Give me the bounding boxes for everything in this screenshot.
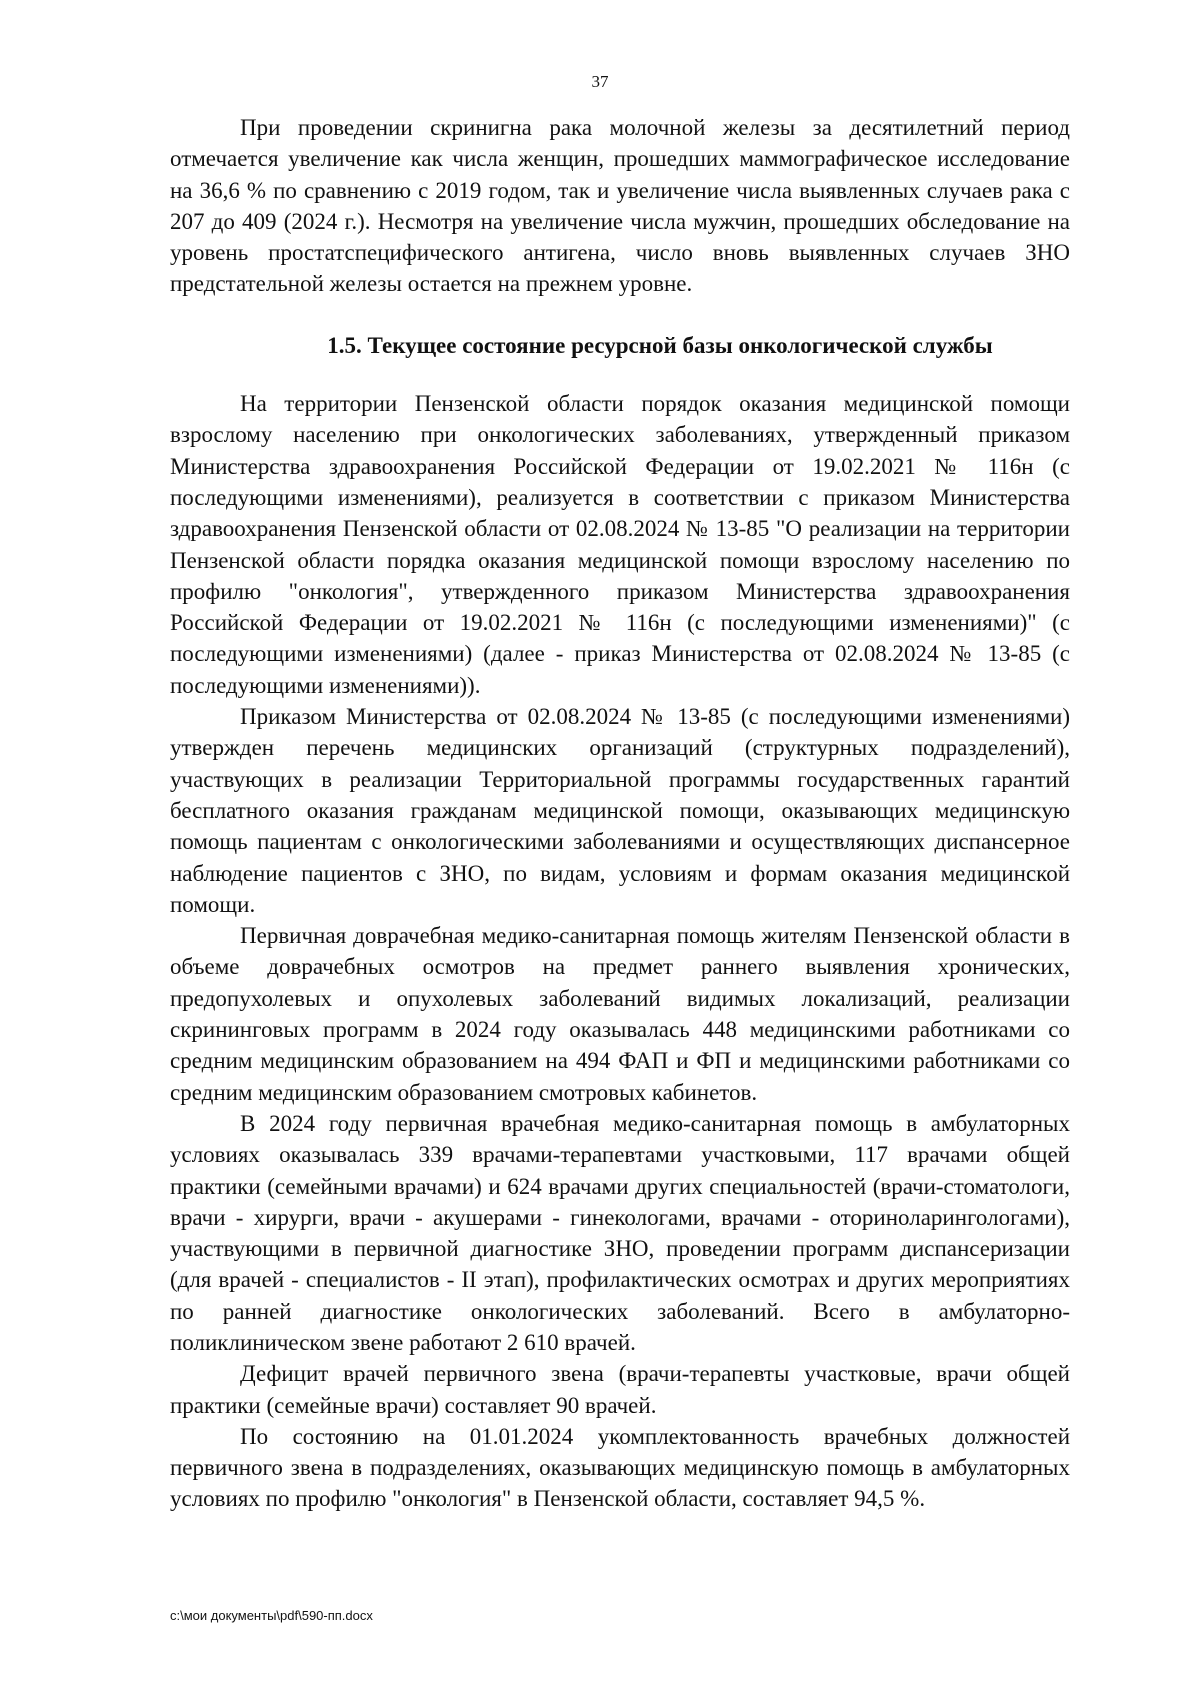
paragraph-doctor-deficit: Дефицит врачей первичного звена (врачи-терапевты участковые, врачи общей практики (семейные врачи) составляет 90 врачей.: [170, 1361, 1070, 1418]
section-heading: 1.5. Текущее состояние ресурсной базы онкологической службы: [327, 332, 993, 358]
paragraph-primary-care-2024: В 2024 году первичная врачебная медико-санитарная помощь в амбулаторных условиях оказывалась 339 врачами-терапевтами участковыми, 117 врачами общей практики (семейными врачами) и 624 врачами других специальностей (врачи-стоматологи, врачи - хирурги, врачи - акушерами - гинекологами, врачами - оториноларингологами), участвующими в первичной диагностике ЗНО, проведении программ диспансеризации (для врачей - специалистов - II этап), профилактических осмотрах и других мероприятиях по ранней диагностике онкологических заболеваний. Всего в амбулаторно-поликлиническом звене работают 2 610 врачей.: [170, 1110, 1070, 1355]
paragraph-staffing-level: По состоянию на 01.01.2024 укомплектованность врачебных должностей первичного звена в подразделениях, оказывающих медицинскую помощь в амбулаторных условиях по профилю "онкология" в Пензенской области, составляет 94,5 %.: [170, 1423, 1070, 1512]
paragraph-prehospital-care: Первичная доврачебная медико-санитарная помощь жителям Пензенской области в объеме доврачебных осмотров на предмет раннего выявления хронических, предопухолевых и опухолевых заболеваний видимых локализаций, реализации скрининговых программ в 2024 году оказывалась 448 медицинскими работниками со средним медицинским образованием на 494 ФАП и ФП и медицинскими работниками со средним медицинским образованием смотровых кабинетов.: [170, 923, 1070, 1105]
footer-file-path: c:\мои документы\pdf\590-пп.docx: [170, 1608, 373, 1623]
paragraph-order-list: Приказом Министерства от 02.08.2024 № 13-85 (с последующими изменениями) утвержден перечень медицинских организаций (структурных подразделений), участвующих в реализации Территориальной программы государственных гарантий бесплатного оказания гражданам медицинской помощи, оказывающих медицинскую помощь пациентам с онкологическими заболеваниями и осуществляющих диспансерное наблюдение пациентов с ЗНО, по видам, условиям и формам оказания медицинской помощи.: [170, 704, 1070, 917]
document-body: [170, 112, 1070, 1515]
paragraph-order-procedure: На территории Пензенской области порядок оказания медицинской помощи взрослому населению при онкологических заболеваниях, утвержденный приказом Министерства здравоохранения Российской Федерации от 19.02.2021 № 116н (с последующими изменениями), реализуется в соответствии с приказом Министерства здравоохранения Пензенской области от 02.08.2024 № 13-85 "О реализации на территории Пензенской области порядка оказания медицинской помощи взрослому населению по профилю "онкология", утвержденного приказом Министерства здравоохранения Российской Федерации от 19.02.2021 № 116н (с последующими изменениями)" (с последующими изменениями) (далее - приказ Министерства от 02.08.2024 № 13-85 (с последующими изменениями)).: [170, 391, 1070, 698]
paragraph-screening: При проведении скринигна рака молочной железы за десятилетний период отмечается увеличение как числа женщин, прошедших маммографическое исследование на 36,6 % по сравнению с 2019 годом, так и увеличение числа выявленных случаев рака с 207 до 409 (2024 г.). Несмотря на увеличение числа мужчин, прошедших обследование на уровень простатспецифического антигена, число вновь выявленных случаев ЗНО предстательной железы остается на прежнем уровне.: [170, 115, 1070, 297]
page-number: 37: [591, 72, 609, 91]
